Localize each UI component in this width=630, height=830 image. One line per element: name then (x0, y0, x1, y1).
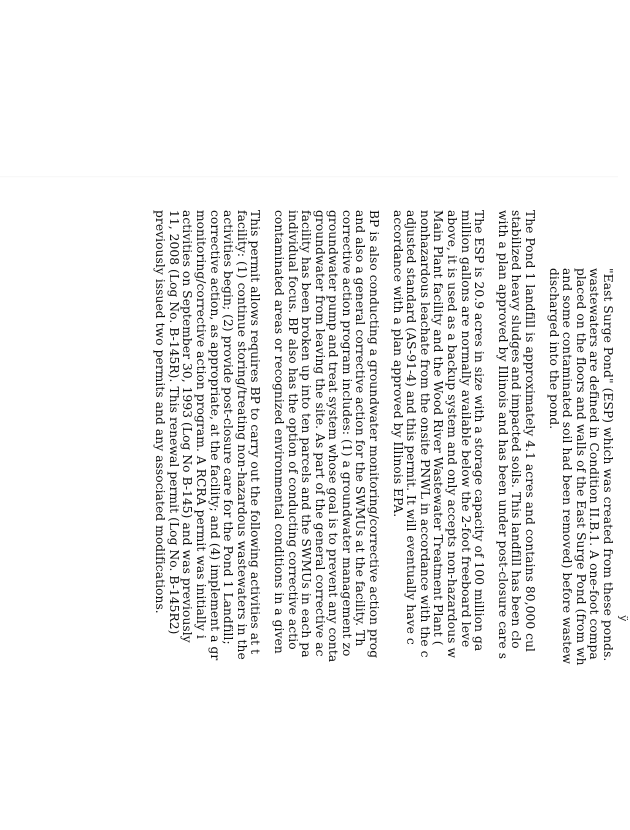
text-line: stabilized heavy sludges and impacted soils. This landfill has been clo (509, 210, 524, 649)
text-line: nonhazardous leachate from the onsite PNWL in accordance with the c (417, 210, 432, 658)
text-line: with a plan approved by Illinois and has been under post-closure care s (495, 210, 510, 660)
text-line: The ESP is 20.9 acres in size with a storage capacity of 100 million ga (472, 210, 487, 652)
text-line: corrective action program includes: (1) a groundwater management zo (339, 210, 354, 657)
paragraph-esp-size (390, 210, 485, 830)
text-line: The Pond 1 landfill is approximately 4.1 acres and contains 80,000 cul (523, 210, 538, 653)
text-line: Main Plant facility and the Wood River Wastewater Treatment Plant ( (431, 210, 446, 646)
text-line: placed on the floors and walls of the East Surge Pond (from wh (573, 268, 588, 666)
text-line: groundwater pump and treat system whose goal is to prevent any conta (326, 210, 341, 663)
text-line: corrective action, as appropriate, at the facility; and (4) implement a gr (207, 210, 222, 661)
paragraph-pond1-landfill (495, 210, 536, 830)
scan-mark: ÿ (617, 615, 630, 622)
paragraph-permit-allows (153, 210, 262, 830)
text-line: and some contaminated soil had been removed) before wastew (560, 268, 575, 665)
text-line: activities on September 30, 1993 (Log No B-145) and was previously (180, 210, 195, 643)
text-line: This permit allows requires BP to carry out the following activities at t (248, 210, 263, 655)
paragraph-groundwater-monitoring (271, 210, 380, 830)
text-line: adjusted standard (AS-91-4) and this permit. It will eventually have c (404, 210, 419, 645)
text-line: and also a general corrective action for the SWMUs at the facility. Th (353, 210, 368, 647)
text-line: wastewaters are defined in Condition II.B.1. A one-foot compa (587, 268, 602, 660)
text-line: BP is also conducting a groundwater monitoring/corrective action prog (367, 210, 382, 659)
text-line: activities begin; (2) provide post-closure care for the Pond 1 Landfill; (221, 210, 236, 645)
text-line: contaminated areas or recognized environmental conditions in a given (271, 210, 286, 654)
text-line: million gallons are normally available below the 2-foot freeboard leve (458, 210, 473, 648)
text-line: previously issued two permits and any associated modifications. (153, 210, 168, 614)
document-page (144, 210, 630, 830)
text-line: individual focus. BP also has the option of conducting corrective actio (285, 210, 300, 650)
paragraph-esp-definition (546, 210, 614, 830)
text-line: facility: (1) continue storing/treating non-hazardous wastewaters in the (234, 210, 249, 660)
text-line: 11, 2008 (Log No. B-145R). This renewal permit (Log No. B-145R2) (166, 210, 181, 635)
text-line: facility has been broken up into ten parcels and the SWMUs in each pa (299, 210, 314, 658)
text-line: groundwater from leaving the site. As part of the general corrective ac (312, 210, 327, 657)
text-line: "East Surge Pond" (ESP) which was created from these ponds. (601, 268, 615, 662)
text-line: monitoring/corrective action program. A RCRA permit was initially i (193, 210, 208, 639)
text-line: discharged into the pond. (546, 268, 561, 430)
text-line: accordance with a plan approved by Illinois EPA. (390, 210, 405, 518)
text-line: above, it is used as a backup system and only accepts non-hazardous w (445, 210, 460, 659)
